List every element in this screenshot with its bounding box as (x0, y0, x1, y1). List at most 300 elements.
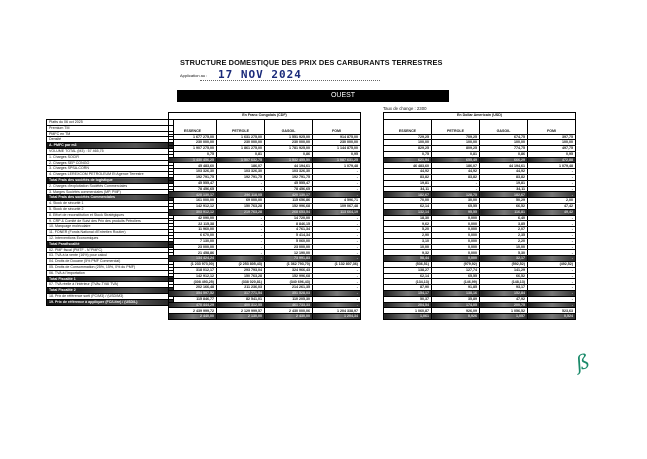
cdf-cell: - (217, 256, 265, 262)
cdf-cell: 150 763,28 (217, 204, 265, 210)
cdf-cell: 23 000,00 (169, 244, 217, 250)
usd-cell: 66,52 (480, 204, 528, 210)
usd-cell: 70,00 (384, 198, 432, 204)
cdf-cell: - (313, 267, 361, 273)
usd-cell: (979,92) (432, 262, 480, 268)
cdf-cell: 152 996,68 (265, 204, 313, 210)
usd-cell: 66,52 (480, 273, 528, 279)
row-label: Total Parafiscalité (47, 241, 174, 247)
usd-cell: (134,13) (384, 279, 432, 285)
cdf-group-header: En Franc Congolais (CDF) (169, 113, 361, 120)
usd-cell: 62,14 (384, 273, 432, 279)
usd-cell: (492,52) (528, 262, 576, 268)
usd-cell: 132,14 (384, 209, 432, 215)
usd-cell: - (528, 169, 576, 175)
row-labels-table (46, 119, 174, 306)
cdf-cell: - (313, 291, 361, 297)
cdf-cell: 186,07 (217, 163, 265, 169)
usd-cell: 49,42 (528, 209, 576, 215)
cdf-cell: - (217, 186, 265, 192)
row-label: 10. Marquage moléculaire (47, 224, 174, 230)
cdf-cell: - (313, 250, 361, 256)
usd-cell: 9,32 (384, 250, 432, 256)
cdf-cell: 103 326,30 (265, 169, 313, 175)
cdf-cell: 317 771,54 (217, 291, 265, 297)
cdf-cell: 115 656,86 (265, 198, 313, 204)
usd-cell: 50,29 (480, 198, 528, 204)
cdf-cell: 22 115,38 (169, 221, 217, 227)
usd-cell: 152,84 (480, 291, 528, 297)
cdf-cell: - (313, 221, 361, 227)
table-row (169, 314, 361, 320)
cdf-cell: 103 326,30 (217, 169, 265, 175)
usd-col-essence: ESSENCE (384, 119, 432, 134)
cdf-cell: 470 444,29 (169, 302, 217, 308)
cdf-cell: 420 130,17 (169, 192, 217, 198)
usd-cell: 50,37 (384, 296, 432, 302)
usd-cell: 3,85 (480, 221, 528, 227)
usd-cell: (536,51) (384, 262, 432, 268)
usd-cell: 83,82 (384, 175, 432, 181)
cdf-cell: - (313, 273, 361, 279)
cdf-cell: 303 912,12 (169, 209, 217, 215)
usd-cell: 32,17 (480, 256, 528, 262)
usd-cell: 1,057 (480, 314, 528, 320)
cdf-cell: 1 430 456,25 (169, 157, 217, 163)
cdf-cell: 914 875,00 (313, 134, 361, 140)
usd-cell: 2,00 (528, 198, 576, 204)
cdf-cell: 1 144 875,00 (313, 146, 361, 152)
usd-cell: 2,90 (384, 233, 432, 239)
cdf-cell: 115 846,77 (169, 296, 217, 302)
usd-cell: 128,75 (432, 192, 480, 198)
usd-cell: 95,55 (432, 209, 480, 215)
row-label: 2. Charges SEP CONGO (47, 160, 174, 166)
usd-cell: - (528, 180, 576, 186)
usd-cell: 141,29 (480, 267, 528, 273)
usd-cell: 497,75 (528, 146, 576, 152)
exchange-rate: Taux de change : 2300 (383, 106, 427, 111)
usd-cell: 44,92 (432, 169, 480, 175)
cdf-cell: - (217, 221, 265, 227)
cdf-cell: 0,81 (217, 151, 265, 157)
cdf-cell: 219 763,28 (217, 209, 265, 215)
usd-cell: - (432, 186, 480, 192)
cdf-cell: 2 440,00 (169, 314, 217, 320)
usd-cell: 0,000 (432, 227, 480, 233)
cdf-cell: 351 528,03 (265, 291, 313, 297)
cdf-cell: - (217, 244, 265, 250)
usd-cell: 655,49 (432, 157, 480, 163)
usd-cell: 127,74 (432, 267, 480, 273)
usd-cell: 19,81 (480, 180, 528, 186)
application-date-stamp: 17 NOV 2024 (218, 68, 302, 81)
usd-cell: - (528, 221, 576, 227)
usd-cell: 9,62 (384, 221, 432, 227)
usd-cell: 0,000 (432, 250, 480, 256)
cdf-cell: 1 204,34 (313, 314, 361, 320)
usd-cell: 0,000 (432, 256, 480, 262)
cdf-cell: 78 456,65 (265, 186, 313, 192)
cdf-cell: (308 493,25) (169, 279, 217, 285)
row-label: Premium TM (47, 125, 174, 131)
row-label: 1. Charges SOCIR (47, 154, 174, 160)
usd-cell: 93,17 (480, 285, 528, 291)
usd-group-header: En Dollar Americain (USD) (384, 113, 576, 120)
usd-cell: 0,75 (384, 151, 432, 157)
cdf-cell: 4 596,71 (313, 198, 361, 204)
cdf-cell: (340 696,43) (265, 279, 313, 285)
cdf-cell: 1 861 275,00 (217, 146, 265, 152)
cdf-cell: 400 312,55 (217, 302, 265, 308)
cdf-cell: 268 653,54 (265, 209, 313, 215)
usd-cell: 10,00 (480, 244, 528, 250)
usd-cell: 116,81 (480, 209, 528, 215)
cdf-cell: 5 414,34 (265, 233, 313, 239)
cdf-cell: 69 000,00 (217, 198, 265, 204)
usd-cell: 100,00 (432, 140, 480, 146)
cdf-cell: 4 761,34 (265, 227, 313, 233)
usd-cell: (592,52) (480, 262, 528, 268)
cdf-cell: 230 000,00 (169, 140, 217, 146)
usd-cell: 809,25 (432, 146, 480, 152)
cdf-cell: 2 130,00 (217, 314, 265, 320)
usd-cell: 138,16 (432, 291, 480, 297)
usd-cell: 35,89 (432, 296, 480, 302)
cdf-cell: - (217, 215, 265, 221)
usd-cell: 674,75 (480, 134, 528, 140)
usd-cell: - (528, 175, 576, 181)
usd-cell: - (528, 267, 576, 273)
cdf-cell: - (313, 233, 361, 239)
row-label: 02. PMF fiscal (PMTF - N°PMFC) (47, 247, 174, 253)
usd-cell: (148,13) (480, 279, 528, 285)
cdf-cell: 2 430 000,06 (265, 308, 313, 314)
cdf-cell: 1 781 925,00 (265, 146, 313, 152)
usd-cell: 926,09 (432, 308, 480, 314)
cdf-cell: 161 000,00 (169, 198, 217, 204)
cdf-col-gasoil: GASOIL (265, 119, 313, 134)
usd-cell: 2,35 (480, 233, 528, 239)
cdf-cell: 7 130,00 (169, 238, 217, 244)
cdf-cell: (2 253 805,43) (217, 262, 265, 268)
usd-cell: - (528, 186, 576, 192)
row-label: 12. Interventions Economiques (47, 235, 174, 241)
usd-cell: - (528, 215, 576, 221)
cdf-cell: 21 458,86 (169, 250, 217, 256)
cdf-cell: (1 233 973,00) (169, 262, 217, 268)
zone-label: OUEST (330, 92, 356, 99)
cdf-cell: 354 597,52 (169, 291, 217, 297)
usd-cell: 5,30 (480, 250, 528, 256)
usd-cell: 58,44 (384, 256, 432, 262)
usd-cell: - (528, 233, 576, 239)
cdf-cell: 296 118,05 (217, 192, 265, 198)
cdf-cell: 73 991,83 (265, 256, 313, 262)
usd-cell: 5,20 (384, 227, 432, 233)
usd-cell: 10,00 (384, 244, 432, 250)
row-label: 9. CRP & Comité de Suivi des Prix des produits Pétroliers (47, 218, 174, 224)
cdf-cell: - (313, 215, 361, 221)
cdf-cell: 202 166,48 (169, 285, 217, 291)
cdf-cell: - (313, 302, 361, 308)
usd-cell: 100,00 (528, 140, 576, 146)
row-label: Platts du 06 oct 2025 (47, 120, 174, 126)
cdf-cell: 324 966,43 (265, 267, 313, 273)
cdf-cell: 192 791,75 (217, 175, 265, 181)
cdf-cell: 8 846,15 (265, 221, 313, 227)
cdf-cell: - (313, 180, 361, 186)
cdf-cell: - (313, 175, 361, 181)
cdf-cell: 45 483,60 (169, 163, 217, 169)
cdf-cell: (1 132 807,36) (313, 262, 361, 268)
usd-cell: 204,54 (384, 302, 432, 308)
cdf-table (168, 112, 361, 320)
row-label: PMFC en TM (47, 131, 174, 137)
cdf-cell: 2 430,00 (265, 314, 313, 320)
row-label: 5. Stock de sécurité 2 (47, 206, 174, 212)
cdf-cell: 1 204 338,97 (313, 308, 361, 314)
cdf-cell: 42 090,00 (169, 215, 217, 221)
row-label: 11. FONER (Fonds National d'Entretien Routier) (47, 230, 174, 236)
usd-cell: 83,82 (480, 175, 528, 181)
row-label: 3. Marges Sociétés commerciales (MP, PMF) (47, 189, 174, 195)
cdf-cell: - (217, 227, 265, 233)
cdf-col-essence: ESSENCE (169, 119, 217, 134)
signature: ß (573, 348, 593, 376)
usd-cell: - (528, 256, 576, 262)
row-label: 2. Charges d'exploitation Sociétés Commerciales (47, 183, 174, 189)
usd-cell: 0,000 (432, 233, 480, 239)
cdf-cell: 142 912,12 (169, 273, 217, 279)
usd-cell: 19,81 (384, 180, 432, 186)
cdf-cell: - (313, 285, 361, 291)
usd-cell: 138,27 (384, 267, 432, 273)
usd-cell: 666,29 (480, 157, 528, 163)
usd-cell: 1 056,52 (480, 308, 528, 314)
usd-cell: 729,25 (384, 134, 432, 140)
usd-cell: 0,524 (528, 314, 576, 320)
cdf-cell: 230 000,00 (313, 140, 361, 146)
cdf-cell: - (313, 244, 361, 250)
usd-table (383, 112, 576, 320)
row-label: VOLUME TOTAL (M3) : 57 465,75 (47, 148, 174, 154)
usd-cell: - (528, 192, 576, 198)
usd-cell: 186,07 (432, 163, 480, 169)
cdf-cell: - (217, 238, 265, 244)
application-label: Application au : (180, 73, 208, 78)
row-label: Total Frais des sociétés Commerciales (47, 195, 174, 201)
row-label: 03. TVA à la vente (16%) pour calcul (47, 253, 174, 259)
usd-cell: - (528, 238, 576, 244)
usd-cell: 523,63 (528, 308, 576, 314)
cdf-cell: - (313, 169, 361, 175)
cdf-cell: 1 631 275,00 (217, 134, 265, 140)
usd-cell: 87,90 (384, 285, 432, 291)
usd-cell: 774,75 (480, 146, 528, 152)
cdf-cell: - (313, 256, 361, 262)
usd-cell: 182,67 (384, 192, 432, 198)
cdf-cell: 113 664,19 (313, 209, 361, 215)
cdf-cell: 109 067,48 (313, 204, 361, 210)
usd-cell: 0,95 (528, 151, 576, 157)
cdf-cell: 293 793,04 (217, 267, 265, 273)
usd-cell: 397,75 (528, 134, 576, 140)
cdf-cell: 2 129 999,57 (217, 308, 265, 314)
usd-cell: - (528, 285, 576, 291)
cdf-cell: 211 236,03 (217, 285, 265, 291)
cdf-cell: 45 555,47 (169, 180, 217, 186)
row-label: 3. Charges SPSA-CORN (47, 166, 174, 172)
cdf-cell: 214 261,35 (265, 285, 313, 291)
usd-cell: - (432, 180, 480, 186)
usd-cell: 100,00 (384, 140, 432, 146)
usd-cell: 829,25 (384, 146, 432, 152)
cdf-cell: 1 532 455,50 (265, 157, 313, 163)
cdf-cell: 0,75 (169, 151, 217, 157)
cdf-cell: 14 720,00 (265, 215, 313, 221)
row-label: 04. Droits de Douane (5% PMF Commercial) (47, 259, 174, 265)
usd-cell: - (528, 296, 576, 302)
cdf-cell: 152 996,68 (265, 273, 313, 279)
table-row (384, 314, 576, 320)
usd-cell: 621,94 (384, 157, 432, 163)
row-label: 06. TVA à l'importation (47, 270, 174, 276)
usd-cell: 182,67 (480, 192, 528, 198)
table-row (47, 299, 174, 305)
cdf-cell: - (313, 227, 361, 233)
cdf-cell: 420 130,17 (265, 192, 313, 198)
row-label: Densité (47, 137, 174, 143)
cdf-cell: 103 326,30 (169, 169, 217, 175)
row-label: 19. Prix de référence à appliquer (FC/Litre) / (USD/L) (47, 299, 174, 305)
cdf-cell: 150 763,28 (217, 273, 265, 279)
cdf-cell: 1 087 631,25 (313, 157, 361, 163)
row-label: 4. Charges LEREXCOM PETROLEUM Et Agence Terrestre (47, 172, 174, 178)
usd-cell: 174,05 (432, 302, 480, 308)
cdf-cell: 2 439 999,72 (169, 308, 217, 314)
cdf-col-petrole: PETROLE (217, 119, 265, 134)
usd-cell: 6,40 (480, 215, 528, 221)
usd-col-gasoil: GASOIL (480, 119, 528, 134)
usd-cell: 0,000 (432, 244, 480, 250)
cdf-cell: 230 000,00 (217, 140, 265, 146)
cdf-cell: 461 733,33 (265, 302, 313, 308)
usd-cell: 0,000 (432, 215, 480, 221)
usd-cell: 100,00 (480, 140, 528, 146)
cdf-cell: 1 079,48 (313, 163, 361, 169)
cdf-cell: 142 912,12 (169, 204, 217, 210)
usd-cell: 1 079,48 (528, 163, 576, 169)
cdf-cell: - (217, 180, 265, 186)
usd-cell: 62,14 (384, 204, 432, 210)
cdf-cell: 23 000,00 (265, 244, 313, 250)
usd-cell: 83,82 (432, 175, 480, 181)
cdf-cell: 1 907 275,00 (169, 146, 217, 152)
usd-cell: 44,92 (480, 169, 528, 175)
row-label: Total Frais des sociétés de logistique (47, 177, 174, 183)
cdf-cell: (338 020,81) (217, 279, 265, 285)
cdf-cell: 318 012,17 (169, 267, 217, 273)
usd-cell: 0,926 (432, 314, 480, 320)
cdf-cell: 0,95 (313, 151, 361, 157)
row-label: 07. TVA réelle à l'intérieur (TVAv-TVAI TVA) (47, 282, 174, 288)
cdf-cell: 6 670,00 (169, 233, 217, 239)
usd-cell: 2,07 (480, 227, 528, 233)
cdf-cell: 78 456,65 (169, 186, 217, 192)
row-label: A. PMFC par m3 (47, 143, 174, 149)
usd-cell: 200,75 (480, 302, 528, 308)
row-label: 05. Droits de Consommation (25%, 15%, 0% du PMF) (47, 264, 174, 270)
usd-cell: 30,00 (432, 198, 480, 204)
cdf-cell: 1 507 632,75 (217, 157, 265, 163)
cdf-cell: 12 190,00 (265, 250, 313, 256)
usd-cell: 472,88 (528, 157, 576, 163)
usd-cell: 44 194,61 (480, 163, 528, 169)
cdf-cell: - (313, 296, 361, 302)
zone-banner (177, 90, 449, 102)
cdf-cell: 44 194,61 (265, 163, 313, 169)
usd-cell: (146,99) (432, 279, 480, 285)
usd-cell: 65,55 (432, 273, 480, 279)
cdf-cell: - (313, 186, 361, 192)
cdf-cell: - (313, 238, 361, 244)
cdf-cell: 1 677 275,00 (169, 134, 217, 140)
cdf-cell: 230 000,00 (265, 140, 313, 146)
usd-cell: - (528, 302, 576, 308)
usd-cell: - (528, 279, 576, 285)
row-label: Total Fiscalité 1 (47, 276, 174, 282)
usd-cell: - (528, 291, 576, 297)
cdf-cell: 192 791,75 (169, 175, 217, 181)
usd-cell: 47,42 (528, 204, 576, 210)
cdf-cell: 0,86 (265, 151, 313, 157)
cdf-cell: - (313, 192, 361, 198)
cdf-cell: (1 362 793,70) (265, 262, 313, 268)
usd-cell: 154,17 (384, 291, 432, 297)
row-label: 18. Prix de référence sorti (FC/M3) / (USD/M3) (47, 293, 174, 299)
usd-cell: 46 483,60 (384, 163, 432, 169)
usd-cell: - (528, 273, 576, 279)
usd-cell: 0,000 (432, 221, 480, 227)
cdf-cell: 11 960,00 (169, 227, 217, 233)
cdf-cell: 110 205,30 (265, 296, 313, 302)
cdf-cell: 82 541,01 (217, 296, 265, 302)
usd-cell: - (528, 227, 576, 233)
usd-cell: 1 060,87 (384, 308, 432, 314)
usd-cell: 0,86 (480, 151, 528, 157)
cdf-cell: 45 555,47 (265, 180, 313, 186)
usd-cell: 709,25 (432, 134, 480, 140)
usd-cell: 0,81 (432, 151, 480, 157)
cdf-cell: - (313, 279, 361, 285)
usd-cell: - (528, 244, 576, 250)
usd-cell: 0,000 (432, 238, 480, 244)
cdf-cell: 1 551 925,00 (265, 134, 313, 140)
usd-col-petrole: PETROLE (432, 119, 480, 134)
cdf-col-fomi: FOMI (313, 119, 361, 134)
cdf-cell: 5 060,00 (265, 238, 313, 244)
usd-cell: 18,30 (384, 215, 432, 221)
cdf-cell: 134 424,24 (169, 256, 217, 262)
usd-cell: 91,85 (432, 285, 480, 291)
usd-cell: 3,10 (384, 238, 432, 244)
usd-cell: - (528, 250, 576, 256)
cdf-cell: - (217, 233, 265, 239)
usd-cell: 65,55 (432, 204, 480, 210)
row-label: 4. Stock de sécurité 1 (47, 201, 174, 207)
document-title: STRUCTURE DOMESTIQUE DES PRIX DES CARBURANTS TERRESTRES (180, 58, 443, 67)
